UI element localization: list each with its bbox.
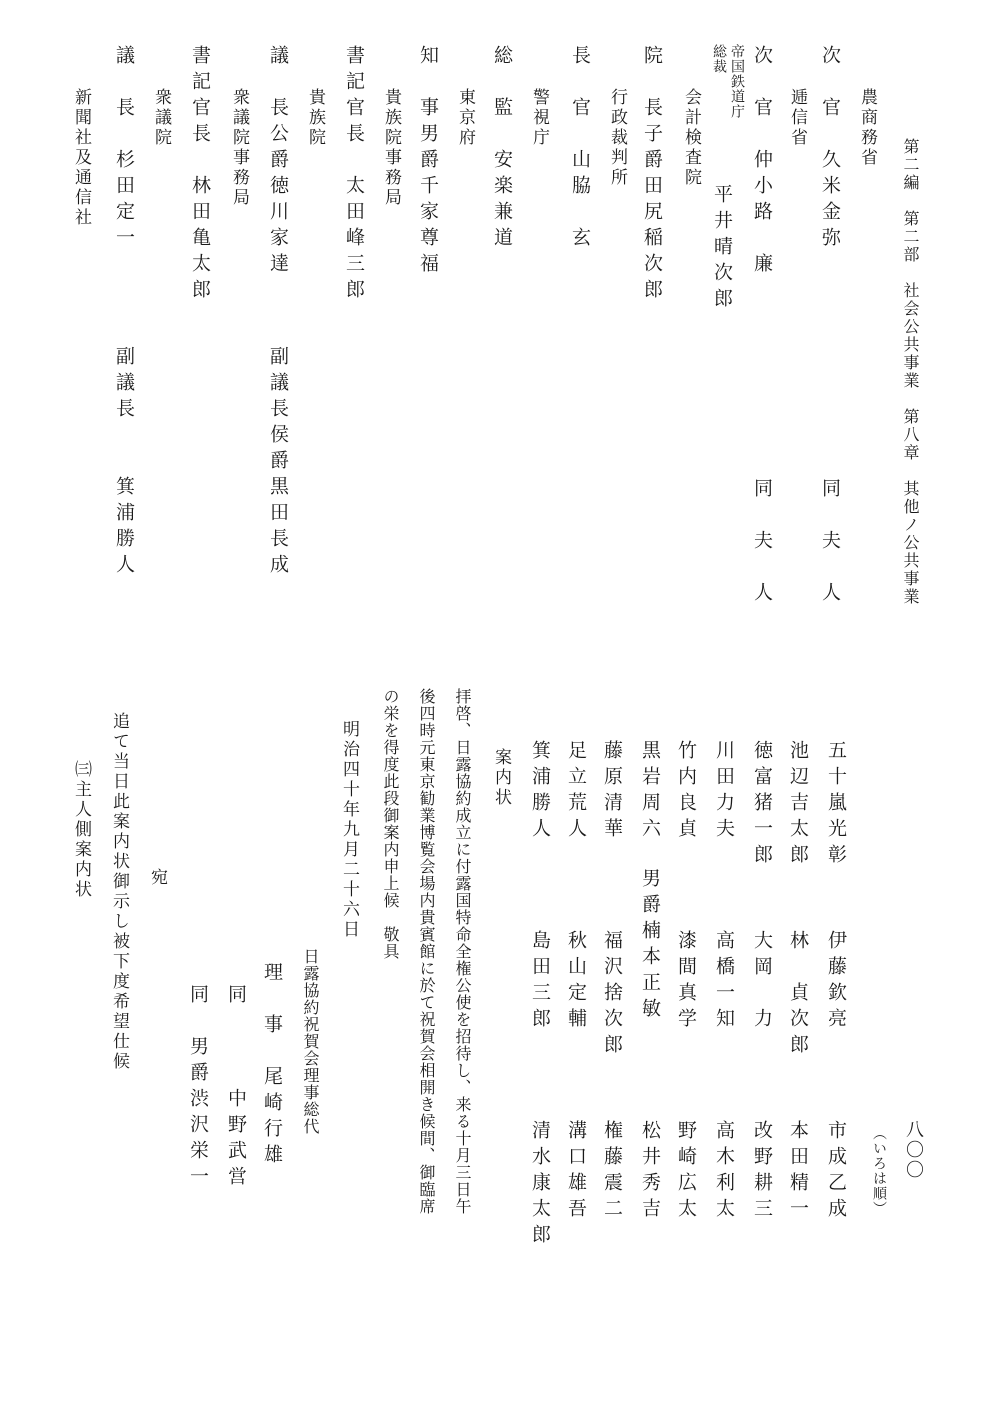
name-entry: 徳富猪一郎 xyxy=(751,740,773,870)
invitation-heading: 案内状 xyxy=(491,748,511,808)
name-entry: 大岡 力 xyxy=(751,930,773,1034)
official-entry: 書記官長 太田峰三郎 xyxy=(343,45,365,305)
name-entry: 改野耕三 xyxy=(751,1120,773,1224)
name-entry: 藤原清華 xyxy=(601,740,623,844)
name-entry: 五十嵐光彰 xyxy=(825,740,847,870)
invitation-date: 明治四十年九月二十六日 xyxy=(339,720,359,940)
name-entry: 市成乙成 xyxy=(825,1120,847,1224)
official-entry: 平井晴次郎 xyxy=(711,184,733,314)
name-entry: 福沢捨次郎 xyxy=(601,930,623,1060)
name-entry: 溝口雄吾 xyxy=(565,1120,587,1224)
ministry-label: 貴族院事務局 xyxy=(381,88,401,208)
official-entry: 副議長 箕浦勝人 xyxy=(113,346,135,580)
signer: 同 男爵渋沢栄一 xyxy=(187,984,209,1192)
official-entry: 総 監 安楽兼道 xyxy=(491,45,513,253)
name-entry: 権藤震二 xyxy=(601,1120,623,1224)
addressee-mark: 宛 xyxy=(147,868,167,888)
name-entry: 伊藤欽亮 xyxy=(825,930,847,1034)
ministry-label: 逓信省 xyxy=(787,88,807,148)
ministry-label: 衆議院 xyxy=(151,88,171,148)
name-entry: 秋山定輔 xyxy=(565,930,587,1034)
official-entry: 副議長侯爵黒田長成 xyxy=(267,346,289,580)
postscript: 追て当日此案内状御示し被下度希望仕候 xyxy=(109,712,129,1072)
section-label: 新聞社及通信社 xyxy=(71,88,91,228)
official-entry: 長 官 山脇 玄 xyxy=(569,45,591,253)
name-entry: 川田力夫 xyxy=(713,740,735,844)
name-entry: 高木利太 xyxy=(713,1120,735,1224)
invitation-body-line: の栄を得度此段御案内申上候 敬具 xyxy=(381,688,400,960)
name-entry: 島田三郎 xyxy=(529,930,551,1034)
name-entry: 竹内良貞 xyxy=(675,740,697,844)
official-entry: 院 長子爵田尻稲次郎 xyxy=(641,45,663,305)
official-entry: 書記官長 林田亀太郎 xyxy=(189,45,211,305)
ministry-label: 農商務省 xyxy=(857,88,877,168)
name-entry: 男爵楠本正敏 xyxy=(639,868,661,1024)
invitation-body-line: 拝啓、日露協約成立に付露国特命全権公使を招待し、来る十月三日午 xyxy=(453,688,472,1215)
invitation-sender: 日露協約祝賀会理事総代 xyxy=(301,948,320,1135)
page-number: 八〇〇 xyxy=(903,1120,924,1180)
name-entry: 松井秀吉 xyxy=(639,1120,661,1224)
name-entry: 箕浦勝人 xyxy=(529,740,551,844)
name-entry: 清水康太郎 xyxy=(529,1120,551,1250)
ministry-label: 行政裁判所 xyxy=(607,88,627,188)
name-entry: 林 貞次郎 xyxy=(787,930,809,1060)
running-header: 第二編 第二部 社会公共事業 第八章 其他ノ公共事業 xyxy=(901,138,920,606)
ministry-label: 警視庁 xyxy=(529,88,549,148)
name-entry: 本田精一 xyxy=(787,1120,809,1224)
ministry-label: 帝国鉄道庁 xyxy=(729,44,745,119)
official-entry: 議 長 杉田定一 xyxy=(113,45,135,253)
official-entry: 次 官 久米金弥 xyxy=(819,45,841,253)
official-entry: 議 長公爵徳川家達 xyxy=(267,45,289,279)
spouse-entry: 同 夫 人 xyxy=(751,478,773,608)
spouse-entry: 同 夫 人 xyxy=(819,478,841,608)
ministry-label: 東京府 xyxy=(455,88,475,148)
ministry-label: 会計検査院 xyxy=(681,88,701,188)
name-entry: 池辺吉太郎 xyxy=(787,740,809,870)
official-entry: 知 事男爵千家尊福 xyxy=(417,45,439,279)
official-entry: 次 官 仲小路 廉 xyxy=(751,45,773,279)
section-footer: ㈢主人側案内状 xyxy=(71,760,91,900)
signer: 同 中野武営 xyxy=(225,984,247,1192)
signer: 理 事 尾崎行雄 xyxy=(261,962,283,1170)
invitation-body-line: 後四時元東京勧業博覧会場内貴賓館に於て祝賀会相開き候間、御臨席 xyxy=(417,688,436,1215)
name-entry: 黒岩周六 xyxy=(639,740,661,844)
ministry-label: 衆議院事務局 xyxy=(229,88,249,208)
name-entry: 足立荒人 xyxy=(565,740,587,844)
order-note: （いろは順） xyxy=(871,1126,887,1216)
name-entry: 漆間真学 xyxy=(675,930,697,1034)
name-entry: 高橋一知 xyxy=(713,930,735,1034)
ministry-label: 貴族院 xyxy=(305,88,325,148)
title-label: 総裁 xyxy=(711,44,727,74)
name-entry: 野崎広太 xyxy=(675,1120,697,1224)
